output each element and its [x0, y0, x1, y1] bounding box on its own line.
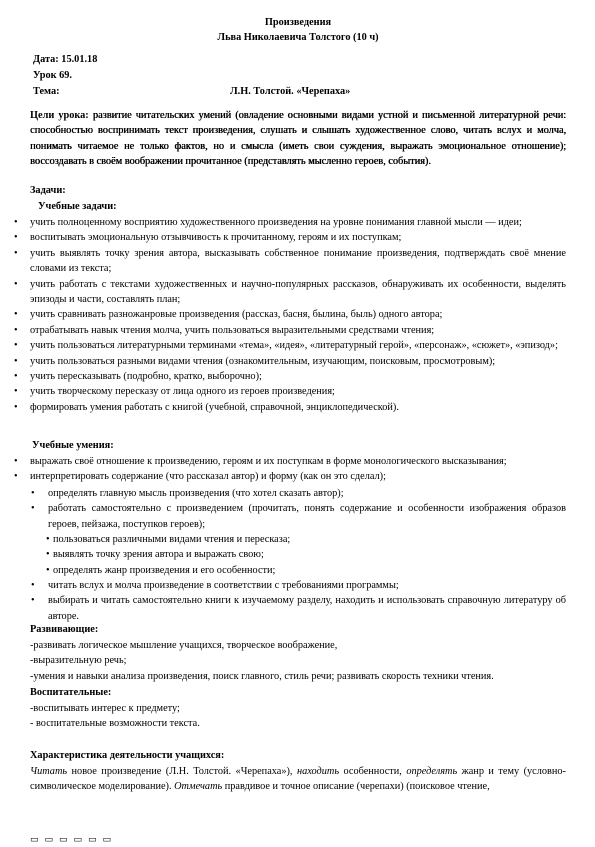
list-item: • учить пересказывать (подробно, кратко, выборочно); [0, 369, 566, 384]
list-item: • воспитывать эмоциональную отзывчивость к прочитанному, героям и их поступкам; [0, 230, 566, 245]
topic-label: Тема: [33, 86, 60, 97]
list-item: • учить сравнивать разножанровые произведения (рассказ, басня, былина, быль) одного автора; [0, 307, 566, 322]
developing-line: -умения и навыки анализа произведения, поиск главного, стиль речи; развивать скорость техники чтения. [30, 670, 494, 682]
lesson-number: Урок 69. [33, 70, 72, 81]
verb-find: находить [296, 766, 340, 777]
verb-determine: определять [406, 766, 458, 777]
list-item: • интерпретировать содержание (что рассказал автор) и форму (как он это сделал); [0, 469, 566, 484]
list-item: • читать вслух и молча произведение в соответствии с требованиями программы; [0, 578, 566, 593]
lesson-goals [30, 108, 566, 170]
list-item: • формировать умения работать с книгой (учебной, справочной, энциклопедической). [0, 400, 566, 415]
goals-text: развитие читательских умений (овладение основными видами устной и письменной литературной речи: способностью воспринимать текст произведения, слушать и слышать художественное слово, читать вслух и молча, понимать читаемое не только фактов, но и смысла (иметь свои суждения, выражать эмоциональное отношение); воссоздавать в своём воображении прочитанное (представлять мысленно героев, события). [30, 110, 566, 168]
list-item: • выявлять точку зрения автора и выражать свою; [0, 547, 290, 562]
list-item: • учить полноценному восприятию художественного произведения на уровне понимания главной мысли — идеи; [0, 215, 566, 230]
skills-sublist-1 [0, 486, 566, 532]
developing-line: -развивать логическое мышление учащихся, творческое воображение, [30, 640, 338, 651]
developing-line: -выразительную речь; [30, 655, 127, 667]
cut-off-line-mark: ▭▭▭▭▭▭ [30, 834, 118, 844]
list-item: • определять главную мысль произведения (что хотел сказать автор); [0, 486, 566, 501]
edu-tasks-heading: Учебные задачи: [38, 201, 117, 212]
list-item: • учить выявлять точку зрения автора, высказывать собственное понимание произведения, подтверждать своё мнение словами из текста; [0, 246, 566, 277]
list-item: • учить работать с текстами художественных и научно-популярных рассказов, обнаруживать их особенности, выделять эпизоды и части, составлять план; [0, 277, 566, 308]
developing-lines [30, 638, 570, 684]
lesson-date: Дата: 15.01.18 [33, 54, 98, 65]
text-run: особенности, [339, 766, 407, 777]
list-item: • учить пользоваться литературными терминами «тема», «идея», «литературный герой», «персонаж», «сюжет», «эпизод»; [0, 338, 566, 353]
list-item: • определять жанр произведения и его особенности; [0, 563, 290, 578]
developing-heading: Развивающие: [30, 624, 99, 635]
goals-label: Цели урока: [30, 110, 89, 121]
list-item: • учить творческому пересказу от лица одного из героев произведения; [0, 384, 566, 399]
list-item: • учить пользоваться разными видами чтения (ознакомительным, изучающим, поисковым, просмотровым); [0, 354, 566, 369]
list-item: • отрабатывать навык чтения молча, учить пользоваться выразительными средствами чтения; [0, 323, 566, 338]
skills-sublist-3 [0, 578, 566, 624]
edu-tasks-list [0, 215, 566, 415]
text-run: жанр и тему (условно-символическое моделирование). [30, 766, 566, 793]
list-item: • работать самостоятельно с произведением (прочитать, понять содержание и особенности изображения образов героев, пейзажа, поступков героев); [0, 501, 566, 532]
list-item: • пользоваться различными видами чтения и пересказа; [0, 532, 290, 547]
page-title-line-2: Льва Николаевича Толстого (10 ч) [217, 32, 379, 43]
page-title-line-1: Произведения [264, 17, 332, 28]
list-item: • выражать своё отношение к произведению, героям и их поступкам в форме монологического высказывания; [0, 454, 566, 469]
educational-line: -воспитывать интерес к предмету; [30, 703, 180, 714]
educational-heading: Воспитательные: [30, 687, 112, 698]
educational-lines [30, 701, 570, 732]
skills-sublist-2 [0, 532, 290, 578]
list-item: • выбирать и читать самостоятельно книги к изучаемому разделу, находить и использовать справочную литературу об авторе. [0, 593, 566, 624]
characteristic-text [30, 764, 566, 795]
tasks-heading: Задачи: [30, 185, 66, 196]
verb-read: Читать [30, 766, 68, 777]
skills-list [0, 454, 566, 485]
educational-line: - воспитательные возможности текста. [30, 718, 200, 730]
text-run: правдивое и точное описание (черепахи) (поисковое чтение, [222, 781, 490, 793]
topic-value: Л.Н. Толстой. «Черепаха» [230, 86, 351, 97]
skills-heading: Учебные умения: [32, 440, 114, 451]
verb-note: Отмечать [174, 781, 223, 793]
text-run: новое произведение (Л.Н. Толстой. «Черепаха»), [67, 766, 297, 777]
characteristic-heading: Характеристика деятельности учащихся: [30, 750, 225, 761]
